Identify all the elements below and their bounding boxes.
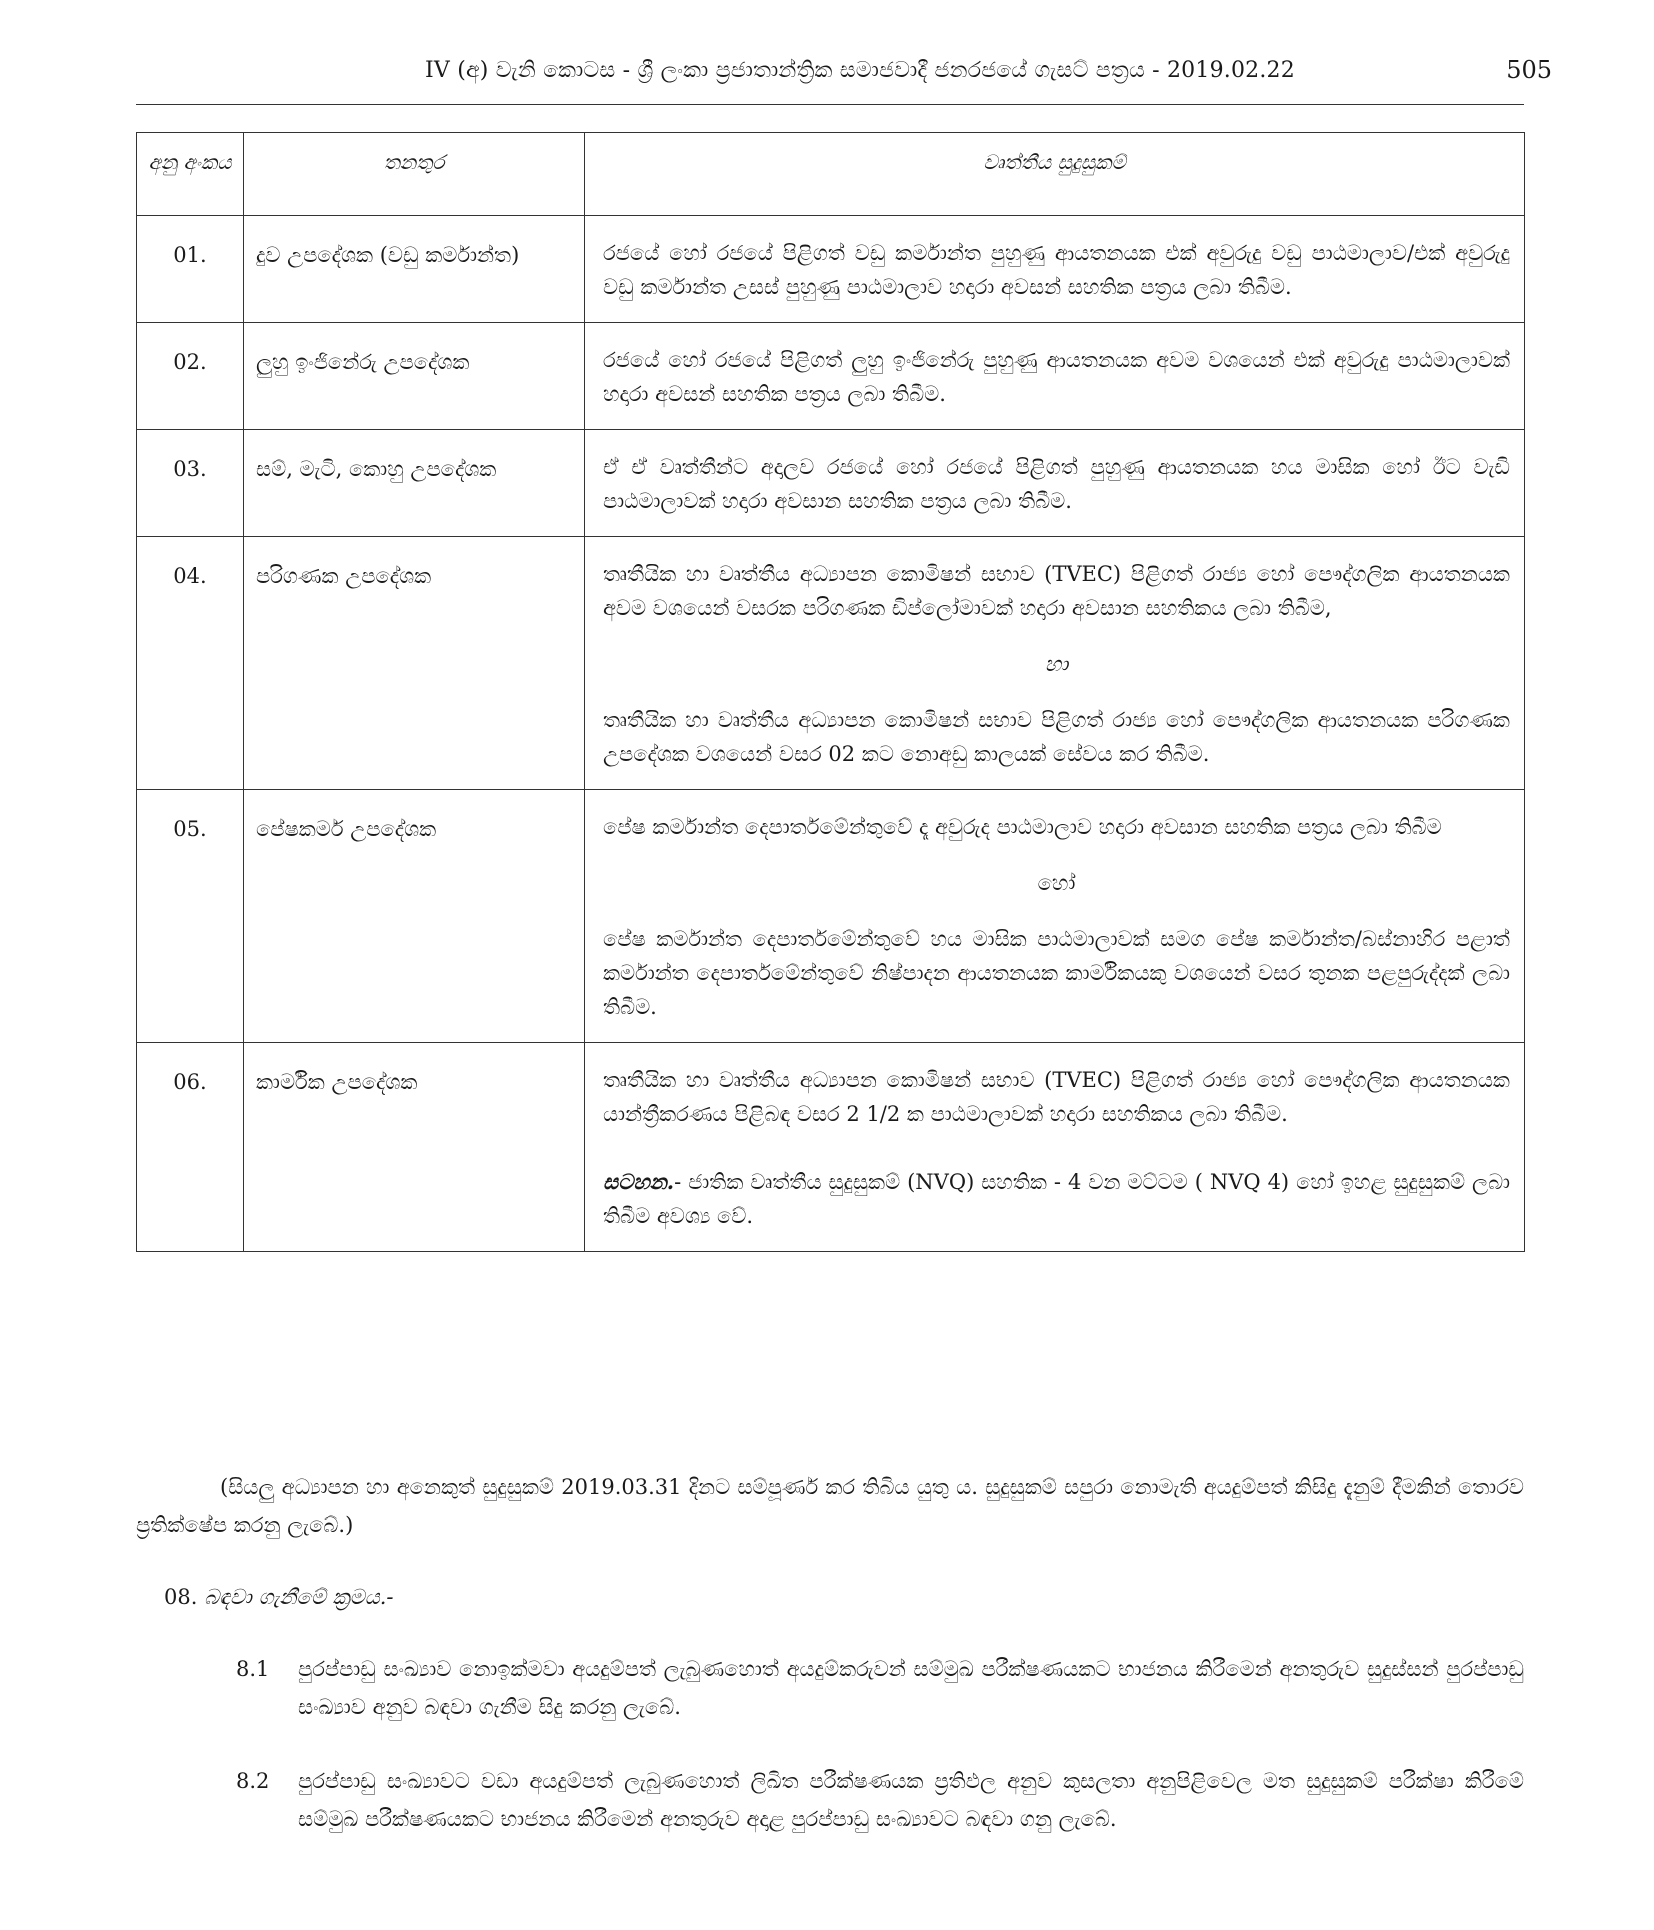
qualification-text: ඒ ඒ වෘත්තීන්ට අදාලව රජයේ හෝ රජයේ පිළිගත් පුහුණු ආයතනයක හය මාසික හෝ ඊට වැඩි පාඨමාලාවක් හදාරා අවසාන සහතික පත්‍රය ලබා තිබීම. (603, 455, 1510, 513)
table-row (137, 790, 1525, 1043)
item-text: පුරප්පාඩු සංඛ්‍යාවට වඩා අයදුම්පත් ලැබුණහොත් ලිඛිත පරීක්ෂණයක ප්‍රතිඵල අනුව කුසලතා අනුපිළිවෙල මත සුදුසුකම් පරීක්ෂා කිරීමේ සම්මුඛ පරීක්ෂණයකට භාජනය කිරීමෙන් අනතුරුව අදාළ පුරප්පාඩු සංඛ්‍යාවට බඳවා ගනු ලැබේ. (298, 1769, 1524, 1831)
header-divider (136, 104, 1524, 105)
qualification-cell (585, 216, 1525, 323)
qualification-text: රජයේ හෝ රජයේ පිළිගත් ලුහු ඉංජිනේරු පුහුණු ආයතනයක අවම වශයෙන් එක් අවුරුදු පාඨමාලාවක් හදාරා අවසන් සහතික පත්‍රය ලබා තිබීම. (603, 348, 1510, 406)
qualification-text: තෘතීයික හා වෘත්තීය අධ්‍යාපන කොමිෂන් සභාව පිළිගත් රාජ්‍ය හෝ පෞද්ගලික ආයතනයක පරිගණක උපදේශක වශයෙන් වසර 02 කට නොඅඩු කාලයක් සේවය කර තිබීම. (603, 708, 1510, 766)
qualification-text: පේෂ කර්මාන්ත දෙපාර්තමේන්තුවේ දෑ අවුරුද පාඨමාලාව හදාරා අවසාන සහතික පත්‍රය ලබා තිබීම (603, 815, 1442, 839)
note-text: - ජාතික වෘත්තීය සුදුසුකම් (NVQ) සහතික - 4 වන මට්ටම ( NVQ 4) හෝ ඉහළ සුදුසුකම් ලබා තිබීම අවශ්‍ය වේ. (603, 1170, 1510, 1228)
table-row (137, 430, 1525, 537)
section-item (236, 1650, 1524, 1730)
section-item (236, 1762, 1524, 1882)
qualification-cell (585, 790, 1525, 1043)
row-number: 02. (137, 323, 244, 430)
page-number: 505 (1506, 56, 1552, 84)
qualification-deadline-note: (සියලු අධ්‍යාපන හා අනෙකුත් සුදුසුකම් 2019.03.31 දිනට සම්පූර්ණ කර තිබිය යුතු ය. සුදුසුකම් සපුරා නොමැති අයදුම්පත් කිසිදු දැනුම් දීමකින් තොරව ප්‍රතික්ෂේප කරනු ලැබේ.) (136, 1475, 1524, 1537)
row-number: 01. (137, 216, 244, 323)
note-label: සටහන. (603, 1169, 675, 1194)
row-number: 06. (137, 1043, 244, 1252)
conjunction-and: හා (1044, 652, 1069, 676)
item-number: 8.1 (236, 1657, 270, 1681)
table-row (137, 537, 1525, 790)
qualification-text: පේෂ කර්මාන්ත දෙපාර්තමේන්තුවේ හය මාසික පාඨමාලාවක් සමග පේෂ කර්මාන්ත/බස්නාහිර පළාත් කර්මාන්ත දෙපාර්තමේන්තුවේ නිෂ්පාදන ආයතනයක කාර්මිකයකු වශයෙන් වසර තුනක පළපුරුද්දක් ලබා තිබීම. (603, 927, 1510, 1019)
section-title: බඳවා ගැනීමේ ක්‍රමය.- (204, 1585, 394, 1609)
conjunction-or: හෝ (1037, 871, 1076, 895)
item-text: පුරප්පාඩු සංඛ්‍යාව නොඉක්මවා අයදුම්පත් ලැබුණහොත් අයදුම්කරුවන් සම්මුඛ පරීක්ෂණයකට භාජනය කිරීමෙන් අනතුරුව සුදුස්සන් පුරප්පාඩු සංඛ්‍යාව අනුව බඳවා ගැනීම සිදු කරනු ලැබේ. (298, 1657, 1524, 1719)
section-number: 08. (164, 1585, 198, 1609)
table-row (137, 323, 1525, 430)
qualification-text: තෘතීයික හා වෘත්තීය අධ්‍යාපන කොමිෂන් සභාව (TVEC) පිළිගත් රාජ්‍ය හෝ පෞද්ගලික ආයතනයක අවම වශයෙන් වසරක පරිගණක ඩිප්ලෝමාවක් හදාරා අවසාන සහතිකය ලබා තිබීම, (603, 562, 1510, 620)
row-number: 03. (137, 430, 244, 537)
section-heading (164, 1580, 394, 1614)
post-name: ලුහු ඉංජිනේරු උපදේශක (244, 323, 585, 430)
post-name: කාර්මික උපදේශක (244, 1043, 585, 1252)
qualification-cell (585, 537, 1525, 790)
column-header-no: අනු අංකය (137, 133, 244, 216)
post-name: පරිගණක උපදේශක (244, 537, 585, 790)
post-name: පේෂකර්ම උපදේශක (244, 790, 585, 1043)
qualifications-table (136, 132, 1525, 1252)
post-name: දුව උපදේශක (වඩු කර්මාන්ත) (244, 216, 585, 323)
row-number: 05. (137, 790, 244, 1043)
table-row (137, 1043, 1525, 1252)
qualification-text: රජයේ හෝ රජයේ පිළිගත් වඩු කර්මාන්ත පුහුණු ආයතනයක එක් අවුරුදු වඩු පාඨමාලාව/එක් අවුරුදු වඩු කර්මාන්ත උසස් පුහුණු පාඨමාලාව හදාරා අවසන් සහතික පත්‍රය ලබා තිබීම. (603, 241, 1510, 299)
table-row (137, 216, 1525, 323)
table-header-row (137, 133, 1525, 216)
page-header-title: IV (අ) වැනි කොටස - ශ්‍රී ලංකා ප්‍රජාතාන්ත්‍රික සමාජවාදී ජනරජයේ ගැසට් පත්‍රය - 2019.02.22 (425, 58, 1295, 83)
qualification-cell (585, 430, 1525, 537)
column-header-post: තනතුර (244, 133, 585, 216)
column-header-qualifications: වෘත්තීය සුදුසුකම් (585, 133, 1525, 216)
item-number: 8.2 (236, 1769, 270, 1793)
row-number: 04. (137, 537, 244, 790)
qualification-cell (585, 323, 1525, 430)
post-name: සම්, මැටි, කොහු උපදේශක (244, 430, 585, 537)
qualification-text: තෘතීයික හා වෘත්තීය අධ්‍යාපන කොමිෂන් සභාව (TVEC) පිළිගත් රාජ්‍ය හෝ පෞද්ගලික ආයතනයක යාන්ත්‍රීකරණය පිළිබඳ වසර 2 1/2 ක පාඨමාලාවක් හදාරා සහතිකය ලබා තිබීම. (603, 1068, 1510, 1126)
qualification-cell (585, 1043, 1525, 1252)
table-note (603, 1165, 1510, 1233)
